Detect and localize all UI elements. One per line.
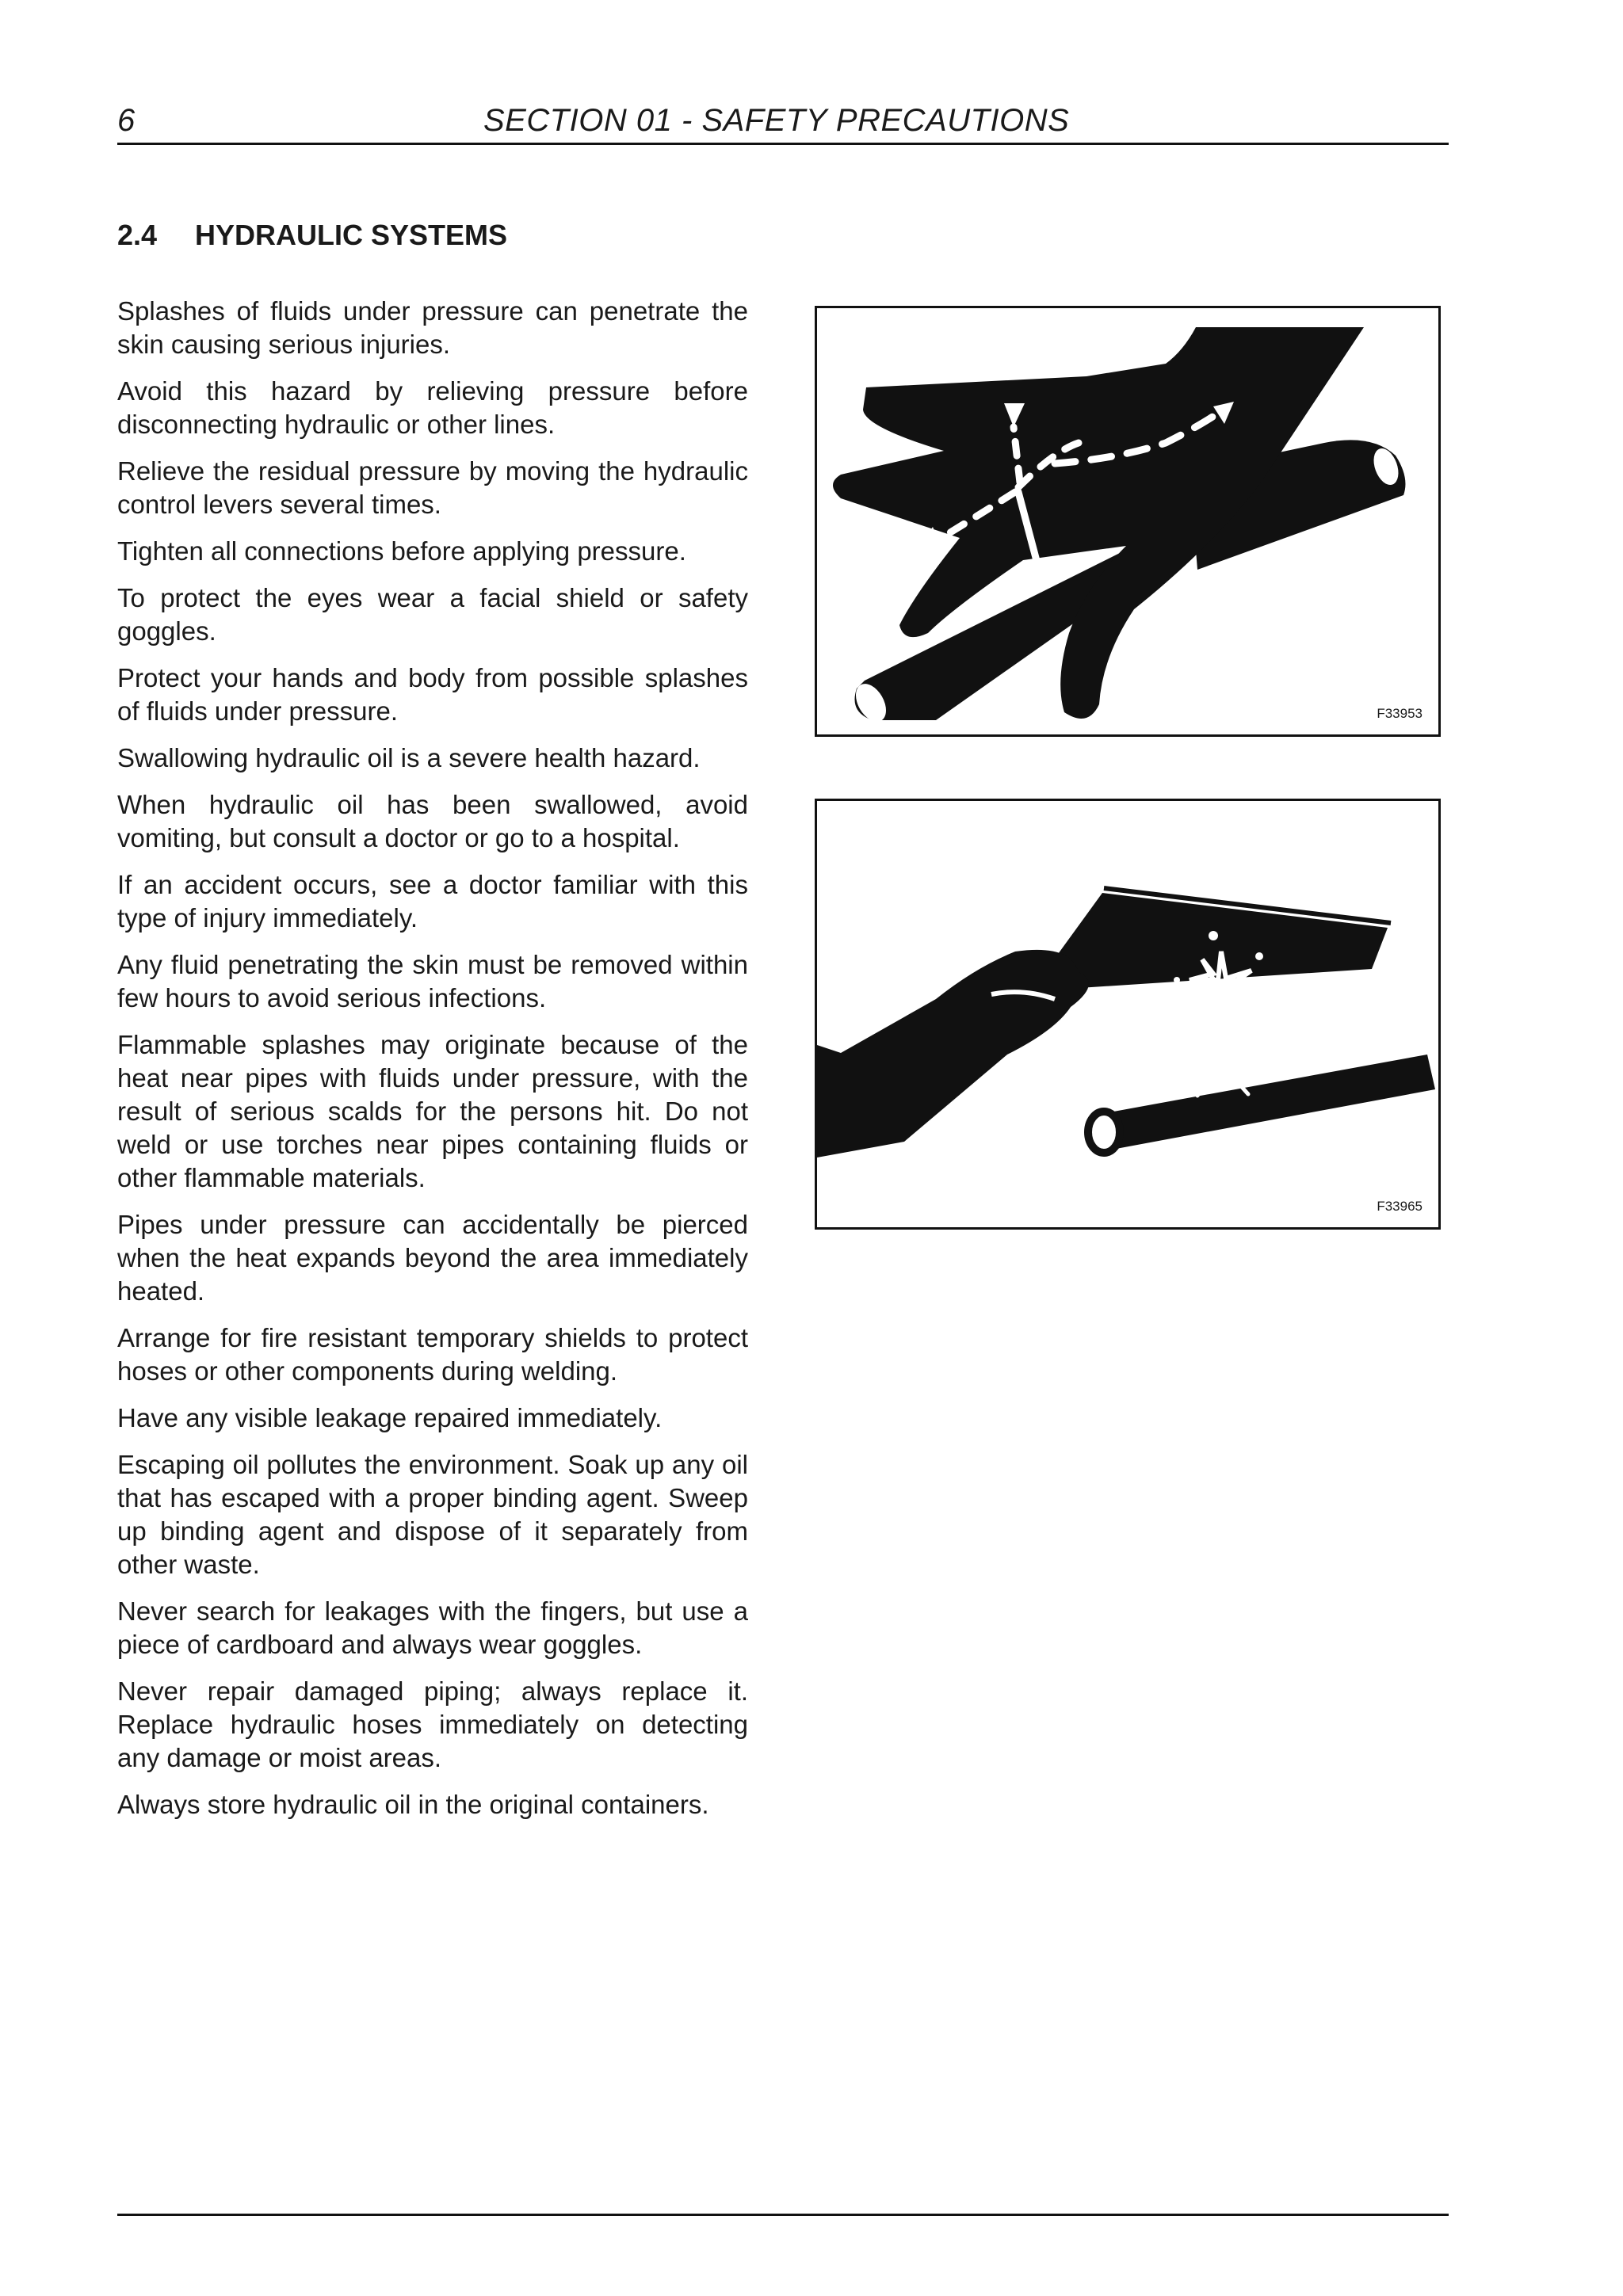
- figure-code: F33965: [1377, 1199, 1423, 1214]
- paragraph: Flammable splashes may originate because of the heat near pipes with fluids under pressure, with the result of serious scalds for the persons hit. Do not weld or use torches near pipes containing fluids or other flammable materials.: [117, 1030, 748, 1192]
- paragraph: To protect the eyes wear a facial shield or safety goggles.: [117, 583, 748, 646]
- paragraph: Avoid this hazard by relieving pressure before disconnecting hydraulic or other lines.: [117, 376, 748, 439]
- heading-number: 2.4: [117, 219, 158, 251]
- section-title: SECTION 01 - SAFETY PRECAUTIONS: [483, 103, 1070, 138]
- paragraph: Never repair damaged piping; always replace it. Replace hydraulic hoses immediately on detecting any damage or moist areas.: [117, 1676, 748, 1772]
- paragraph: Arrange for fire resistant temporary shields to protect hoses or other components during welding.: [117, 1323, 748, 1386]
- paragraph: Relieve the residual pressure by moving the hydraulic control levers several times.: [117, 456, 748, 519]
- paragraph: Have any visible leakage repaired immediately.: [117, 1403, 663, 1432]
- paragraph: Swallowing hydraulic oil is a severe health hazard.: [117, 743, 701, 772]
- paragraph: When hydraulic oil has been swallowed, avoid vomiting, but consult a doctor or go to a hospital.: [117, 790, 748, 852]
- page-number: 6: [117, 103, 136, 138]
- paragraph: If an accident occurs, see a doctor familiar with this type of injury immediately.: [117, 870, 748, 933]
- footer-rule: [117, 2214, 1449, 2216]
- paragraph: Escaping oil pollutes the environment. Soak up any oil that has escaped with a proper binding agent. Sweep up binding agent and dispose of it separately from other waste.: [117, 1450, 748, 1579]
- hand-fluid-injection-icon: [817, 308, 1438, 734]
- paragraph: Any fluid penetrating the skin must be removed within few hours to avoid serious infections.: [117, 950, 748, 1013]
- figure-cardboard-leak-check: [815, 799, 1441, 1230]
- cardboard-leak-check-icon: [817, 801, 1438, 1227]
- figure-code: F33953: [1377, 706, 1423, 721]
- section-heading: [117, 219, 507, 252]
- figure-hand-fluid-injection: [815, 306, 1441, 737]
- page-header: [117, 103, 1449, 145]
- paragraph: Always store hydraulic oil in the original containers.: [117, 1790, 709, 1819]
- heading-title: HYDRAULIC SYSTEMS: [195, 219, 508, 251]
- paragraph: Splashes of fluids under pressure can penetrate the skin causing serious injuries.: [117, 296, 748, 359]
- body-text: [117, 295, 748, 1835]
- paragraph: Protect your hands and body from possible splashes of fluids under pressure.: [117, 663, 748, 726]
- paragraph: Pipes under pressure can accidentally be pierced when the heat expands beyond the area immediately heated.: [117, 1210, 748, 1306]
- paragraph: Never search for leakages with the fingers, but use a piece of cardboard and always wear goggles.: [117, 1596, 748, 1659]
- paragraph: Tighten all connections before applying pressure.: [117, 536, 686, 566]
